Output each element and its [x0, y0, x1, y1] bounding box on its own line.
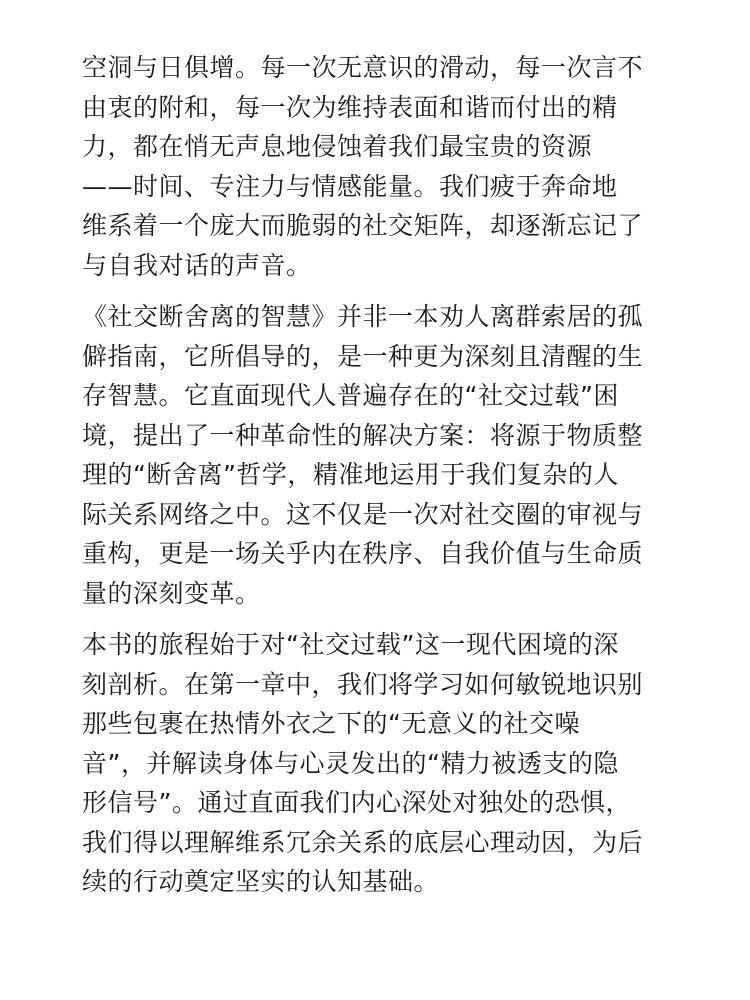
text-line: 与自我对话的声音。 [82, 250, 312, 280]
text-line: 存智慧。它直面现代人普遍存在的“社交过载”困 [82, 381, 619, 410]
text-line: 那些包裹在热情外衣之下的“无意义的社交噪 [82, 709, 580, 738]
text-line: 《社交断舍离的智慧》并非一本劝人离群索居的孤 [82, 302, 644, 331]
paragraph-1 [82, 48, 682, 285]
text-line: 音”，并解读身体与心灵发出的“精力被透支的隐 [82, 748, 619, 778]
text-line: ——时间、专注力与情感能量。我们疲于奔命地 [82, 171, 618, 201]
text-line: 力，都在悄无声息地侵蚀着我们最宝贵的资源 [82, 132, 593, 161]
text-line: 际关系网络之中。这不仅是一次对社交圈的审视与 [82, 499, 644, 529]
text-line: 境，提出了一种革命性的解决方案：将源于物质整 [82, 420, 644, 450]
paragraph-2 [82, 297, 682, 613]
text-line: 重构，更是一场关乎内在秩序、自我价值与生命质 [82, 539, 644, 568]
paragraph-3 [82, 625, 682, 902]
document-page [82, 48, 682, 914]
text-line: 空洞与日俱增。每一次无意识的滑动，每一次言不 [82, 53, 644, 82]
text-line: 维系着一个庞大而脆弱的社交矩阵，却逐渐忘记了 [82, 211, 644, 240]
text-line: 续的行动奠定坚实的认知基础。 [82, 867, 440, 896]
text-line: 僻指南，它所倡导的，是一种更为深刻且清醒的生 [82, 341, 644, 371]
text-line: 量的深刻变革。 [82, 578, 261, 608]
text-line: 刻剖析。在第一章中，我们将学习如何敏锐地识别 [82, 669, 644, 699]
text-line: 理的“断舍离”哲学，精准地运用于我们复杂的人 [82, 460, 619, 489]
text-line: 由衷的附和，每一次为维持表面和谐而付出的精 [82, 92, 618, 122]
text-line: 我们得以理解维系冗余关系的底层心理动因，为后 [82, 827, 644, 857]
text-line: 本书的旅程始于对“社交过载”这一现代困境的深 [82, 630, 619, 659]
text-line: 形信号”。通过直面我们内心深处对独处的恐惧， [82, 788, 631, 817]
